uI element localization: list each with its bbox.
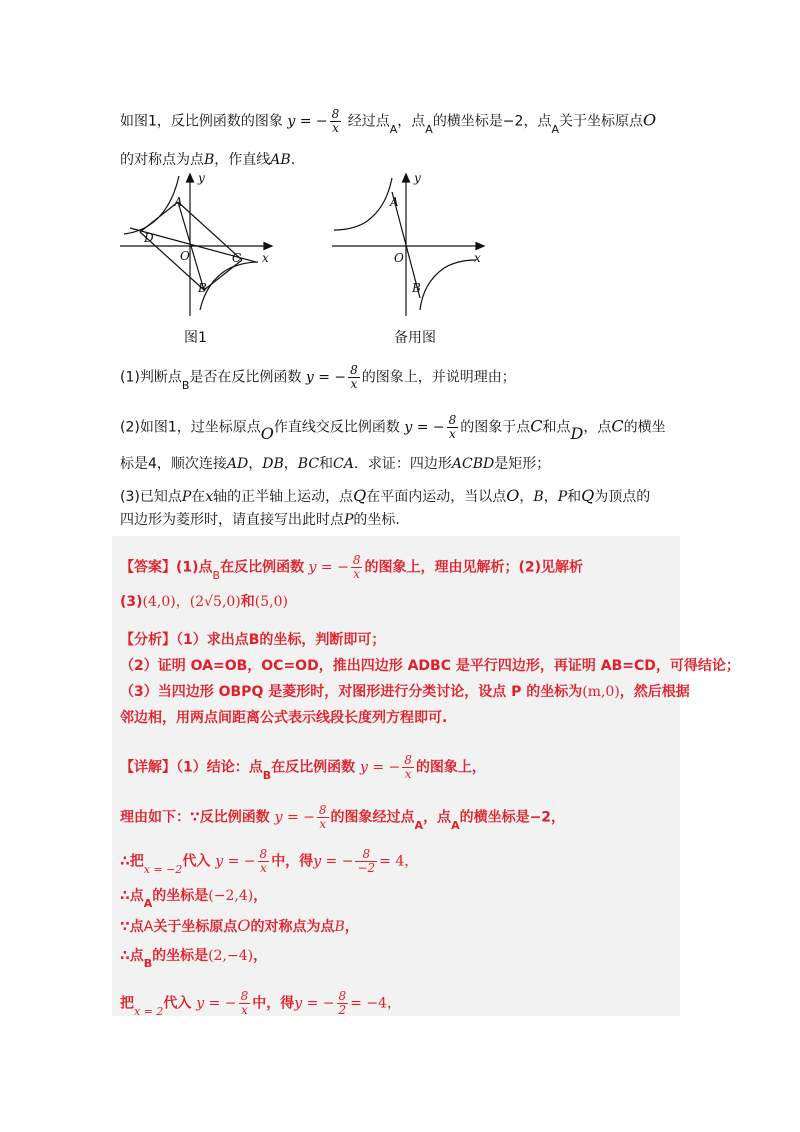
detail-line-1: 【详解】（1）结论：点$_B$在反比例函数 y = − $\frac{8}{x}$ 的图象上，	[120, 753, 486, 782]
detail-line-2: 理由如下：∵反比例函数 y = − $\frac{8}{x}$ 的图象经过点$_A$，点$_A$的横坐标是−2，	[120, 803, 566, 832]
detail-line-6: ∴点$_B$的坐标是(2,−4)，	[120, 948, 268, 970]
figure-2	[330, 170, 490, 320]
analysis-line-2: （2）证明 OA=OB，OC=OD，推出四边形 ADBC 是平行四边形，再证明 AB=CD，可得结论；	[120, 658, 740, 674]
analysis-line-1: 【分析】（1）求出点B的坐标，判断即可；	[120, 632, 386, 648]
question-2-line-2: 标是4，顺次连接AD，DB，BC和CA．求证：四边形ACBD是矩形；	[120, 456, 551, 472]
question-3-line-1: (3)已知点P在x轴的正半轴上运动，点Q在平面内运动，当以点O，B，P和Q为顶点的	[120, 486, 651, 505]
fig2-label-B: B	[412, 281, 421, 295]
figure-1	[118, 170, 278, 320]
detail-line-5: ∵点A关于坐标原点O的对称点为点B，	[120, 916, 359, 935]
fig1-label-A: A	[174, 195, 183, 209]
answer-line-2: (3)(4,0)，(2√5,0)和(5,0)	[120, 594, 288, 610]
fig1-label-C: C	[232, 251, 242, 265]
answer-line-1: 【答案】(1)点$_B$在反比例函数 y = − $\frac{8}{x}$ 的图象上，理由见解析；(2)见解析	[120, 553, 584, 582]
analysis-line-3: （3）当四边形 OBPQ 是菱形时，对图形进行分类讨论，设点 P 的坐标为(m,0)，然后根据	[120, 684, 690, 700]
figure-1-caption: 图1	[184, 330, 207, 346]
fig2-label-x: x	[474, 251, 481, 265]
fig1-label-O: O	[180, 249, 190, 263]
analysis-line-4: 邻边相，用两点间距离公式表示线段长度列方程即可.	[120, 710, 448, 726]
detail-line-3: ∴把$_{x = -2}$代入 y = − $\frac{8}{x}$ 中，得y = − $\frac{8}{-2}$ = 4，	[120, 847, 419, 876]
question-1: (1)判断点$_B$是否在反比例函数 y = − $\frac{8}{x}$ 的图象上，并说明理由；	[120, 363, 516, 392]
fraction-8-over-x: $\frac{8}{x}$	[331, 107, 340, 135]
problem-line-1: 如图1，反比例函数的图象 y = − $\frac{8}{x}$ 经过点$_A$，点$_A$的横坐标是−2，点$_A$关于坐标原点O	[120, 107, 657, 136]
fig2-label-O: O	[394, 251, 404, 265]
problem-line-2: 的对称点为点B，作直线AB.	[120, 152, 296, 168]
detail-line-7: 把$_{x = 2}$代入 y = − $\frac{8}{x}$ 中，得y = − $\frac{8}{2}$ = −4，	[120, 989, 401, 1018]
fig1-label-y: y	[198, 171, 205, 185]
detail-line-4: ∴点$_A$的坐标是(−2,4)，	[120, 888, 268, 910]
figure-2-caption: 备用图	[394, 330, 436, 346]
fig1-label-x: x	[262, 251, 269, 265]
question-2-line-1: (2)如图1，过坐标原点O作直线交反比例函数 y = − $\frac{8}{x}$ 的图象于点C和点D，点C的横坐	[120, 413, 666, 443]
fig2-label-A: A	[390, 195, 399, 209]
fig1-label-B: B	[198, 281, 207, 295]
question-3-line-2: 四边形为菱形时，请直接写出此时点P的坐标.	[120, 512, 400, 528]
fig2-label-y: y	[414, 171, 421, 185]
fig1-label-D: D	[144, 231, 154, 245]
